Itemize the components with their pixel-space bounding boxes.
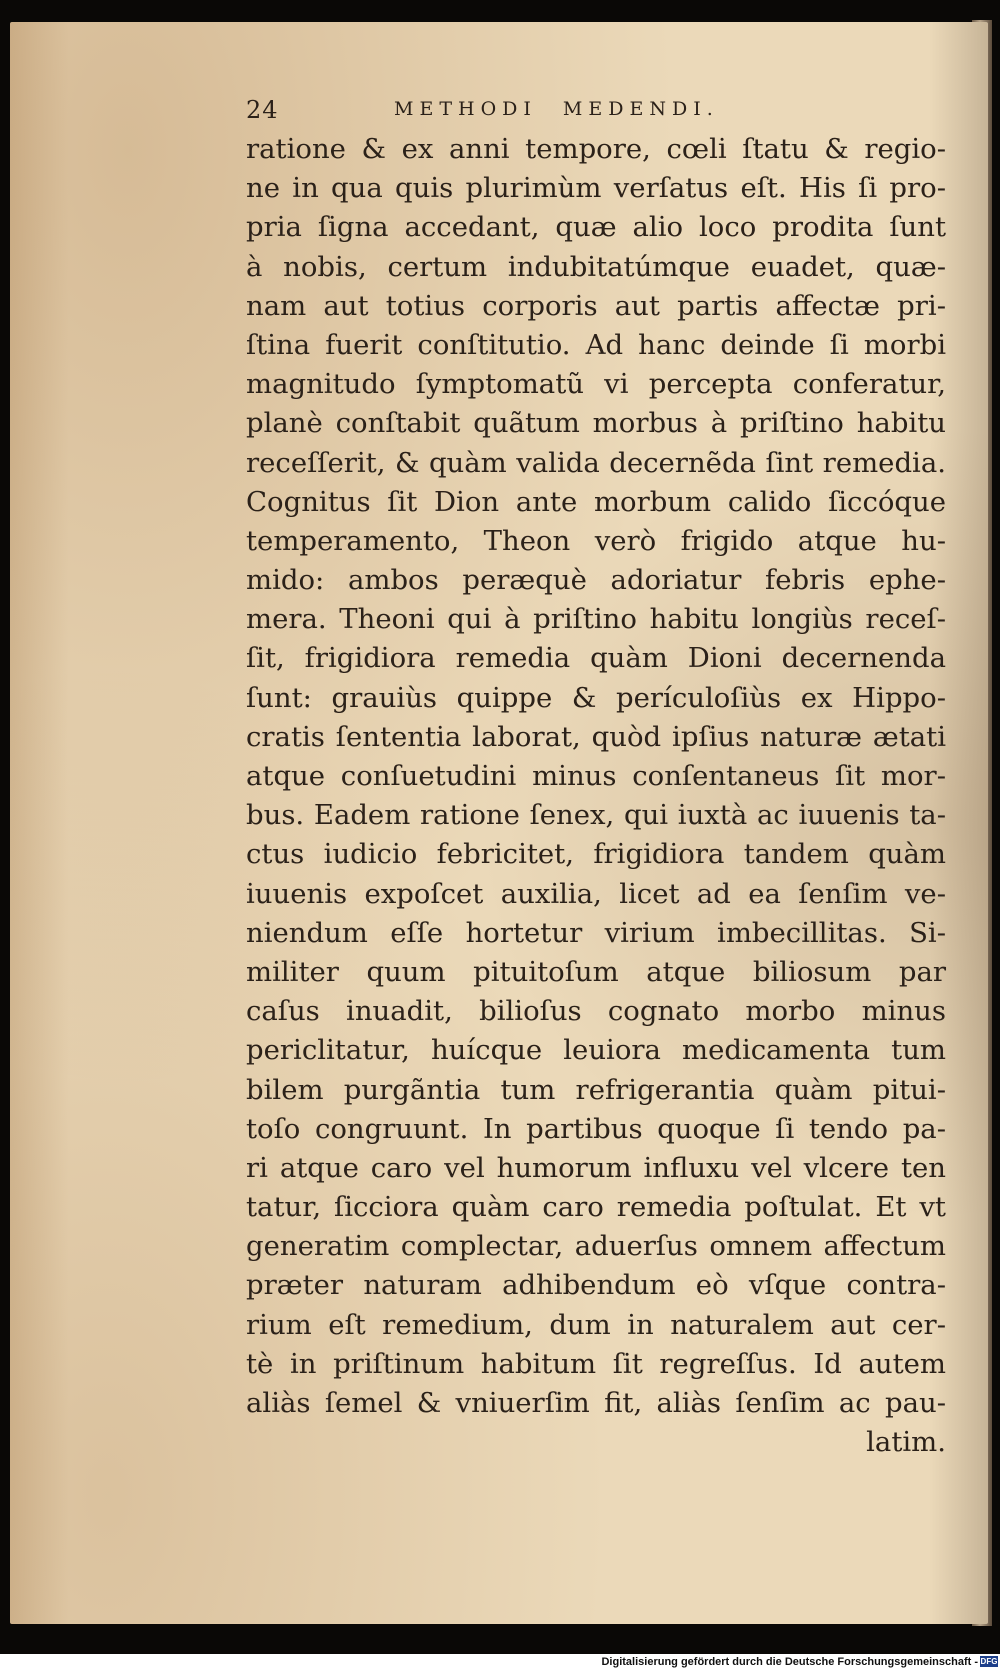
text-line: pria ſigna accedant, quæ alio loco prodita ſunt xyxy=(246,211,946,244)
text-line: nam aut totius corporis aut partis affectæ pri- xyxy=(246,289,946,322)
footer-bar xyxy=(0,1654,1000,1670)
text-line: tè in priſtinum habitum ſit regreſſus. Id autem xyxy=(246,1347,946,1380)
text-line: ſunt: grauiùs quippe & perículoſiùs ex Hippo- xyxy=(246,681,946,714)
dfg-logo: DFG xyxy=(980,1657,998,1666)
text-line: niendum eſſe hortetur virium imbecillitas. Si- xyxy=(246,916,946,949)
text-line: ratione & ex anni tempore, cœli ſtatu & regio- xyxy=(246,133,946,165)
text-line: ſit, frigidiora remedia quàm Dioni decernenda xyxy=(246,642,946,675)
text-line: à nobis, certum indubitatúmque euadet, quæ- xyxy=(246,250,946,283)
text-line: toſo congruunt. In partibus quoque ſi tendo pa- xyxy=(246,1112,946,1145)
page-number: 24 xyxy=(246,96,279,124)
text-line: temperamento, Theon verò frigido atque hu- xyxy=(246,524,946,557)
text-line: militer quum pituitoſum atque biliosum par xyxy=(246,955,946,988)
text-line: atque conſuetudini minus conſentaneus ſit mor- xyxy=(246,760,946,792)
text-line: ne in qua quis plurimùm verſatus eſt. His ſi pro- xyxy=(246,172,946,205)
text-line: latim. xyxy=(866,1426,946,1459)
running-title: METHODI MEDENDI. xyxy=(394,98,719,120)
text-line: caſus inuadit, bilioſus cognato morbo minus xyxy=(246,995,946,1028)
text-line: ſtina fuerit conſtitutio. Ad hanc deinde ſi morbi xyxy=(246,328,946,361)
text-line: magnitudo ſymptomatũ vi percepta conferatur, xyxy=(246,368,946,401)
text-line: bus. Eadem ratione ſenex, qui iuxtà ac iuuenis ta- xyxy=(246,799,946,832)
text-block xyxy=(246,96,946,1462)
text-line: bilem purgãntia tum refrigerantia quàm pitui- xyxy=(246,1073,946,1106)
text-line: ctus iudicio febricitet, frigidiora tandem quàm xyxy=(246,838,946,871)
text-line: periclitatur, huícque leuiora medicamenta tum xyxy=(246,1034,946,1067)
text-line: iuuenis expoſcet auxilia, licet ad ea ſenſim ve- xyxy=(246,877,946,910)
running-head xyxy=(246,96,946,130)
text-line: præter naturam adhibendum eò vſque contra- xyxy=(246,1269,946,1302)
text-line: planè conſtabit quãtum morbus à priſtino habitu xyxy=(246,407,946,440)
body-text xyxy=(246,130,946,1462)
text-line: mido: ambos peræquè adoriatur febris ephe- xyxy=(246,564,946,597)
text-line: receſſerit, & quàm valida decernẽda ſint remedia. xyxy=(246,446,946,479)
text-line: rium eſt remedium, dum in naturalem aut cer- xyxy=(246,1308,946,1341)
text-line: ri atque caro vel humorum influxu vel vlcere ten xyxy=(246,1151,946,1184)
text-line: Cognitus ſit Dion ante morbum calido ſiccóque xyxy=(246,485,946,518)
text-line: tatur, ſicciora quàm caro remedia poſtulat. Et vt xyxy=(246,1191,946,1224)
text-line: mera. Theoni qui à priſtino habitu longiùs receſ- xyxy=(246,603,946,636)
text-line: cratis ſententia laborat, quòd ipſius naturæ ætati xyxy=(246,720,946,753)
text-line: generatim complectar, aduerſus omnem affectum xyxy=(246,1230,946,1263)
funding-credit: Digitalisierung gefördert durch die Deutsche Forschungsgemeinschaft - xyxy=(601,1656,978,1668)
text-line: aliàs ſemel & vniuerſim fit, aliàs ſenſim ac pau- xyxy=(246,1387,946,1419)
